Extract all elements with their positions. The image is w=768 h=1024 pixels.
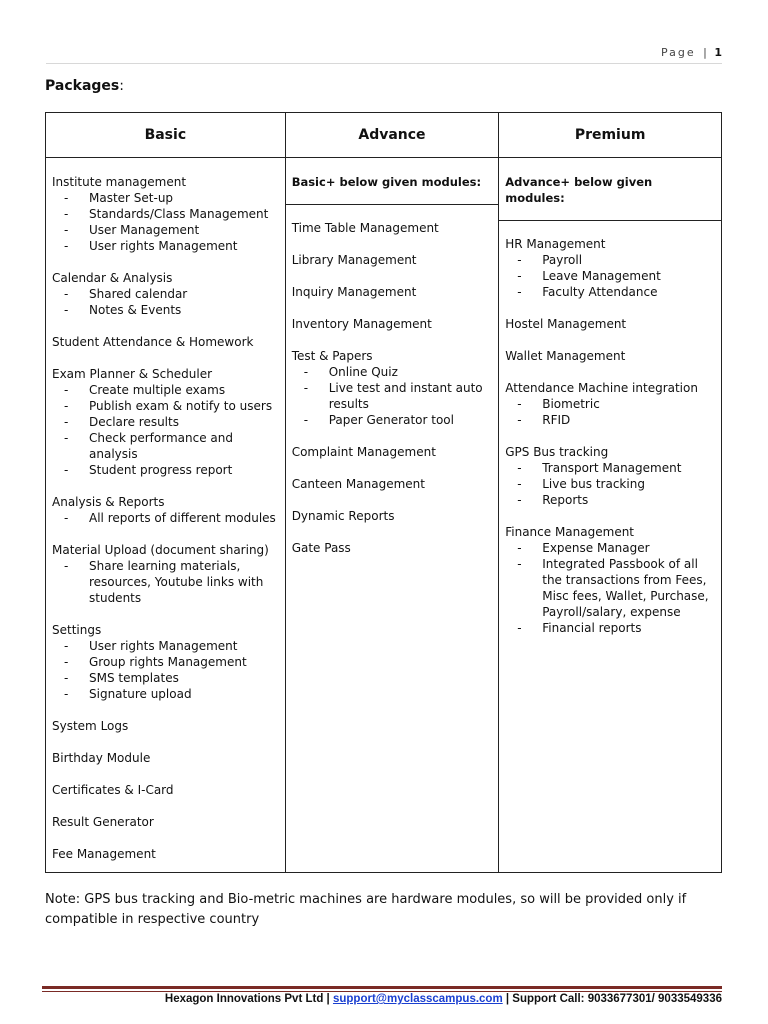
basic-sub-item-label: Standards/Class Management	[89, 207, 269, 221]
dash-bullet-icon: -	[64, 191, 69, 205]
advance-sub-list	[292, 364, 493, 428]
advance-module-group	[292, 476, 493, 492]
basic-sub-item	[64, 398, 279, 414]
premium-module-title: HR Management	[505, 237, 606, 251]
dash-bullet-icon: -	[303, 365, 309, 379]
basic-module-group	[52, 366, 279, 478]
basic-sub-list	[52, 190, 279, 254]
premium-module-title: Attendance Machine integration	[505, 381, 698, 395]
premium-module-group	[505, 380, 715, 428]
advance-module-group	[292, 220, 493, 236]
dash-bullet-icon: -	[517, 269, 522, 283]
advance-module-list	[286, 205, 499, 566]
dash-bullet-icon: -	[64, 639, 69, 653]
premium-sub-item	[517, 268, 715, 284]
advance-module-group	[292, 252, 493, 268]
premium-sub-list	[505, 540, 715, 636]
dash-bullet-icon: -	[64, 511, 69, 525]
basic-module-group	[52, 542, 279, 606]
dash-bullet-icon: -	[517, 621, 522, 635]
dash-bullet-icon: -	[64, 287, 69, 301]
advance-module-group	[292, 284, 493, 300]
premium-sub-item	[517, 460, 715, 476]
basic-sub-item	[64, 670, 279, 686]
premium-module-group	[505, 444, 715, 508]
premium-sub-item	[517, 476, 715, 492]
dash-bullet-icon: -	[517, 285, 522, 299]
basic-module-group	[52, 718, 279, 734]
dash-bullet-icon: -	[303, 381, 309, 395]
dash-bullet-icon: -	[64, 559, 69, 573]
basic-module-title: Institute management	[52, 175, 187, 189]
dash-bullet-icon: -	[64, 463, 69, 477]
basic-module-title: Result Generator	[52, 815, 154, 829]
premium-module-title: Hostel Management	[505, 317, 627, 331]
premium-sub-list	[505, 252, 715, 300]
advance-sub-item-label: Live test and instant auto results	[328, 381, 483, 411]
basic-module-group	[52, 334, 279, 350]
dash-bullet-icon: -	[64, 671, 69, 685]
advance-module-title: Canteen Management	[291, 477, 425, 491]
basic-module-group	[52, 750, 279, 766]
advance-subhead: Basic+ below given modules:	[286, 158, 499, 205]
dash-bullet-icon: -	[64, 415, 69, 429]
basic-module-title: Settings	[52, 623, 102, 637]
dash-bullet-icon: -	[64, 431, 69, 445]
basic-sub-item-label: Master Set-up	[89, 191, 174, 205]
dash-bullet-icon: -	[64, 239, 69, 253]
basic-sub-item-label: Group rights Management	[89, 655, 247, 669]
basic-sub-item	[64, 654, 279, 670]
basic-sub-list	[52, 286, 279, 318]
packages-table	[45, 112, 722, 873]
premium-module-list	[499, 221, 721, 646]
basic-sub-item-label: Student progress report	[89, 463, 233, 477]
dash-bullet-icon: -	[517, 413, 522, 427]
basic-sub-item-label: Declare results	[89, 415, 179, 429]
dash-bullet-icon: -	[64, 223, 69, 237]
advance-module-title: Inquiry Management	[291, 285, 417, 299]
basic-module-group	[52, 622, 279, 702]
premium-sub-item-label: Biometric	[542, 397, 600, 411]
premium-sub-list	[505, 396, 715, 428]
basic-sub-item	[64, 686, 279, 702]
basic-module-list	[46, 158, 285, 872]
basic-sub-list	[52, 558, 279, 606]
premium-sub-item-label: Leave Management	[542, 269, 661, 283]
advance-module-group	[292, 348, 493, 428]
premium-sub-list	[505, 460, 715, 508]
basic-module-title: Certificates & I-Card	[52, 783, 174, 797]
basic-module-title: System Logs	[52, 719, 129, 733]
advance-module-group	[292, 540, 493, 556]
footer	[165, 993, 722, 1005]
page-number: 1	[714, 46, 722, 59]
premium-sub-item-label: Integrated Passbook of all the transactions from Fees, Misc fees, Wallet, Purchase, Payroll/salary, expense	[542, 557, 709, 619]
premium-module-title: GPS Bus tracking	[505, 445, 609, 459]
basic-module-group	[52, 174, 279, 254]
basic-sub-item	[64, 638, 279, 654]
basic-sub-item-label: User rights Management	[89, 239, 238, 253]
basic-sub-item-label: SMS templates	[89, 671, 179, 685]
page-separator: |	[703, 46, 707, 59]
basic-module-group	[52, 494, 279, 526]
advance-sub-item	[304, 364, 493, 380]
advance-cell	[285, 158, 499, 873]
dash-bullet-icon: -	[64, 207, 69, 221]
dash-bullet-icon: -	[517, 557, 522, 571]
advance-module-group	[292, 444, 493, 460]
dash-bullet-icon: -	[64, 655, 69, 669]
basic-sub-item-label: User Management	[89, 223, 200, 237]
premium-module-group	[505, 524, 715, 636]
premium-module-title: Finance Management	[505, 525, 635, 539]
basic-module-title: Birthday Module	[52, 751, 151, 765]
content-row	[46, 158, 722, 873]
basic-sub-list	[52, 638, 279, 702]
basic-sub-item-label: Shared calendar	[89, 287, 188, 301]
advance-module-title: Complaint Management	[291, 445, 436, 459]
basic-sub-item-label: Check performance and analysis	[89, 431, 233, 461]
premium-sub-item	[517, 252, 715, 268]
basic-sub-item-label: All reports of different modules	[89, 511, 276, 525]
note: Note: GPS bus tracking and Bio-metric machines are hardware modules, so will be provided only if compatible in respective country	[45, 892, 687, 927]
premium-sub-item	[517, 556, 715, 620]
basic-sub-item	[64, 302, 279, 318]
basic-sub-item	[64, 286, 279, 302]
premium-module-title: Wallet Management	[505, 349, 626, 363]
footer-email-link[interactable]: support@myclasscampus.com	[332, 993, 503, 1005]
premium-cell	[499, 158, 722, 873]
basic-module-group	[52, 814, 279, 830]
basic-sub-item-label: Create multiple exams	[89, 383, 226, 397]
basic-sub-list	[52, 382, 279, 478]
basic-module-title: Analysis & Reports	[52, 495, 165, 509]
section-title	[45, 78, 124, 94]
dash-bullet-icon: -	[517, 461, 522, 475]
column-header-advance: Advance	[285, 113, 499, 158]
basic-sub-list	[52, 510, 279, 526]
premium-sub-item-label: Transport Management	[542, 461, 682, 475]
premium-sub-item-label: Expense Manager	[542, 541, 650, 555]
premium-module-group	[505, 316, 715, 332]
basic-sub-item-label: Share learning materials, resources, Youtube links with students	[89, 559, 264, 605]
advance-module-group	[292, 508, 493, 524]
advance-sub-item	[304, 380, 493, 412]
premium-sub-item	[517, 412, 715, 428]
dash-bullet-icon: -	[517, 541, 522, 555]
footer-rule-thin	[42, 991, 722, 992]
basic-sub-item	[64, 206, 279, 222]
basic-module-group	[52, 270, 279, 318]
basic-sub-item	[64, 414, 279, 430]
premium-sub-item	[517, 284, 715, 300]
premium-sub-item	[517, 540, 715, 556]
page-label: Page	[660, 46, 696, 59]
advance-module-title: Gate Pass	[291, 541, 351, 555]
basic-module-title: Student Attendance & Homework	[52, 335, 254, 349]
advance-module-group	[292, 316, 493, 332]
basic-module-title: Fee Management	[52, 847, 156, 861]
dash-bullet-icon: -	[517, 253, 522, 267]
basic-sub-item	[64, 462, 279, 478]
basic-sub-item	[64, 382, 279, 398]
basic-sub-item	[64, 558, 279, 606]
advance-module-title: Test & Papers	[291, 349, 373, 363]
basic-sub-item-label: User rights Management	[89, 639, 238, 653]
basic-module-title: Calendar & Analysis	[52, 271, 173, 285]
premium-sub-item-label: Faculty Attendance	[542, 285, 658, 299]
basic-module-title: Material Upload (document sharing)	[52, 543, 269, 557]
dash-bullet-icon: -	[64, 303, 69, 317]
premium-module-group	[505, 348, 715, 364]
section-title-text: Packages	[45, 78, 120, 94]
page-header	[661, 46, 722, 59]
basic-module-group	[52, 846, 279, 862]
basic-sub-item	[64, 238, 279, 254]
dash-bullet-icon: -	[64, 687, 69, 701]
basic-sub-item	[64, 510, 279, 526]
premium-sub-item	[517, 620, 715, 636]
basic-sub-item	[64, 430, 279, 462]
section-title-colon: :	[119, 78, 124, 94]
basic-module-group	[52, 782, 279, 798]
advance-module-title: Dynamic Reports	[291, 509, 395, 523]
header-row	[46, 113, 722, 158]
footer-support: | Support Call: 9033677301/ 9033549336	[505, 993, 722, 1005]
column-header-basic: Basic	[46, 113, 286, 158]
footer-rule	[42, 986, 722, 989]
premium-sub-item	[517, 492, 715, 508]
dash-bullet-icon: -	[64, 383, 69, 397]
dash-bullet-icon: -	[517, 493, 522, 507]
premium-sub-item-label: RFID	[542, 413, 571, 427]
advance-sub-item-label: Paper Generator tool	[328, 413, 454, 427]
dash-bullet-icon: -	[64, 399, 69, 413]
basic-module-title: Exam Planner & Scheduler	[52, 367, 213, 381]
premium-subhead: Advance+ below given modules:	[499, 158, 721, 221]
dash-bullet-icon: -	[517, 477, 522, 491]
advance-sub-item	[304, 412, 493, 428]
advance-sub-item-label: Online Quiz	[328, 365, 398, 379]
column-header-premium: Premium	[499, 113, 722, 158]
premium-sub-item	[517, 396, 715, 412]
basic-sub-item-label: Notes & Events	[89, 303, 182, 317]
premium-sub-item-label: Payroll	[542, 253, 583, 267]
premium-sub-item-label: Financial reports	[542, 621, 642, 635]
basic-sub-item	[64, 190, 279, 206]
premium-sub-item-label: Live bus tracking	[542, 477, 645, 491]
dash-bullet-icon: -	[303, 413, 309, 427]
dash-bullet-icon: -	[517, 397, 522, 411]
basic-sub-item	[64, 222, 279, 238]
premium-module-group	[505, 236, 715, 300]
basic-sub-item-label: Publish exam & notify to users	[89, 399, 273, 413]
footer-company: Hexagon Innovations Pvt Ltd |	[164, 993, 330, 1005]
header-rule	[46, 63, 722, 64]
basic-cell	[46, 158, 286, 873]
advance-module-title: Time Table Management	[291, 221, 439, 235]
advance-module-title: Inventory Management	[291, 317, 432, 331]
advance-module-title: Library Management	[291, 253, 417, 267]
premium-sub-item-label: Reports	[542, 493, 589, 507]
basic-sub-item-label: Signature upload	[89, 687, 192, 701]
